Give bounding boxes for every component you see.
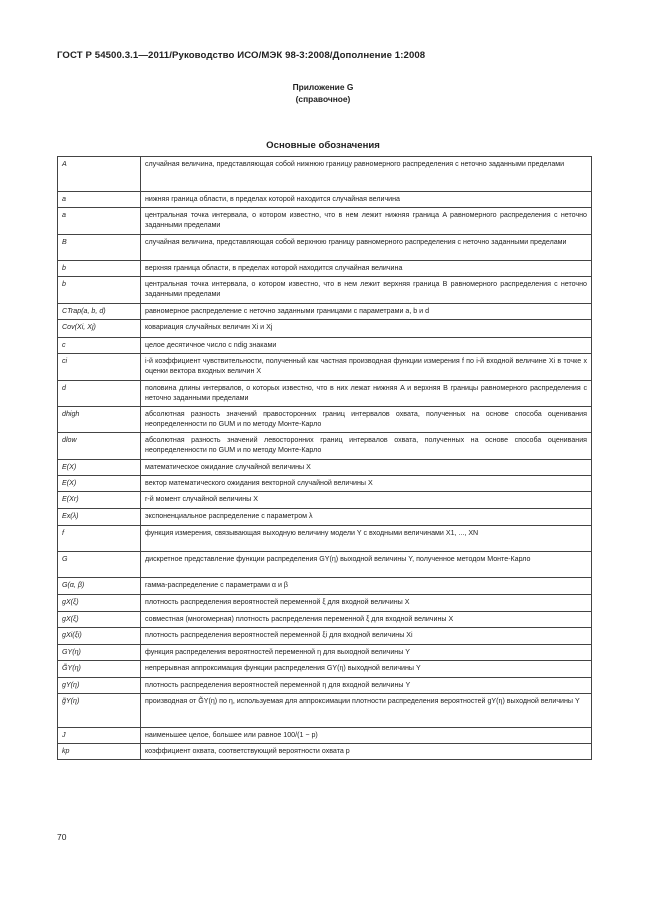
table-row <box>58 744 592 760</box>
table-row <box>58 277 592 304</box>
table-row <box>58 354 592 381</box>
table-row <box>58 192 592 208</box>
symbol-cell: dlow <box>58 433 141 460</box>
table-row <box>58 338 592 354</box>
description-cell: центральная точка интервала, о котором известно, что в нем лежит верхняя граница B равномерного распределения с неточно заданными пределами <box>141 277 592 304</box>
page-number: 70 <box>57 832 67 842</box>
table-row <box>58 526 592 552</box>
symbol-cell: b <box>58 277 141 304</box>
symbol-cell: b <box>58 261 141 277</box>
description-cell: целое десятичное число с ndig знаками <box>141 338 592 354</box>
table-row <box>58 433 592 460</box>
description-cell: абсолютная разность значений правосторонних границ интервалов охвата, полученных на основе способа оценивания неопределенности по GUM и по методу Монте-Карло <box>141 407 592 433</box>
symbol-cell: E(X) <box>58 460 141 476</box>
symbol-cell: dhigh <box>58 407 141 433</box>
description-cell: функция распределения вероятностей переменной η для выходной величины Y <box>141 645 592 661</box>
symbol-cell: gXi(ξi) <box>58 628 141 645</box>
section-title: Основные обозначения <box>266 140 380 151</box>
table-row <box>58 235 592 261</box>
table-row <box>58 552 592 578</box>
notation-table <box>57 156 592 760</box>
description-cell: случайная величина, представляющая собой верхнюю границу равномерного распределения с неточно заданными пределами <box>141 235 592 261</box>
description-cell: равномерное распределение с неточно заданными границами с параметрами a, b и d <box>141 304 592 320</box>
table-row <box>58 157 592 192</box>
description-cell: случайная величина, представляющая собой нижнюю границу равномерного распределения с неточно заданными пределами <box>141 157 592 192</box>
appendix-heading <box>0 81 646 105</box>
table-row <box>58 492 592 509</box>
symbol-cell: a <box>58 192 141 208</box>
description-cell: плотность распределения вероятностей переменной ξ для входной величины X <box>141 595 592 612</box>
description-cell: совместная (многомерная) плотность распределения переменной ξ для входной величины X <box>141 612 592 628</box>
symbol-cell: a <box>58 208 141 235</box>
symbol-cell: g̃Y(η) <box>58 694 141 728</box>
table-row <box>58 728 592 744</box>
table-row <box>58 678 592 694</box>
table-row <box>58 628 592 645</box>
description-cell: функция измерения, связывающая выходную величину модели Y с входными величинами X1, ..., XN <box>141 526 592 552</box>
symbol-cell: gY(η) <box>58 678 141 694</box>
table-row <box>58 476 592 492</box>
description-cell: r-й момент случайной величины X <box>141 492 592 509</box>
symbol-cell: Ex(λ) <box>58 509 141 526</box>
symbol-cell: G <box>58 552 141 578</box>
symbol-cell: GY(η) <box>58 645 141 661</box>
table-row <box>58 304 592 320</box>
symbol-cell: Cov(Xi, Xj) <box>58 320 141 338</box>
symbol-cell: kp <box>58 744 141 760</box>
description-cell: непрерывная аппроксимация функции распределения GY(η) выходной величины Y <box>141 661 592 678</box>
symbol-cell: gX(ξ) <box>58 595 141 612</box>
description-cell: плотность распределения вероятностей переменной η для входной величины Y <box>141 678 592 694</box>
symbol-cell: E(X) <box>58 476 141 492</box>
description-cell: производная от G̃Y(η) по η, используемая для аппроксимации плотности распределения вероятностей gY(η) выходной величины Y <box>141 694 592 728</box>
description-cell: коэффициент охвата, соответствующий вероятности охвата p <box>141 744 592 760</box>
symbol-cell: CTrap(a, b, d) <box>58 304 141 320</box>
description-cell: вектор математического ожидания векторной случайной величины X <box>141 476 592 492</box>
description-cell: наименьшее целое, большее или равное 100/(1 − p) <box>141 728 592 744</box>
description-cell: плотность распределения вероятностей переменной ξi для входной величины Xi <box>141 628 592 645</box>
symbol-cell: gX(ξ) <box>58 612 141 628</box>
table-row <box>58 578 592 595</box>
description-cell: нижняя граница области, в пределах которой находится случайная величина <box>141 192 592 208</box>
symbol-cell: G(α, β) <box>58 578 141 595</box>
symbol-cell: ci <box>58 354 141 381</box>
symbol-cell: J <box>58 728 141 744</box>
description-cell: половина длины интервалов, о которых известно, что в них лежат нижняя A и верхняя B границы равномерного распределения с неточно заданными пределами <box>141 381 592 407</box>
description-cell: i-й коэффициент чувствительности, полученный как частная производная функции измерения f по i-й входной величине Xi в точке x оценки вектора входных величин X <box>141 354 592 381</box>
table-row <box>58 645 592 661</box>
description-cell: абсолютная разность значений левосторонних границ интервалов охвата, полученных на основе способа оценивания неопределенности по GUM и по методу Монте-Карло <box>141 433 592 460</box>
symbol-cell: G̃Y(η) <box>58 661 141 678</box>
table-row <box>58 407 592 433</box>
table-row <box>58 208 592 235</box>
table-row <box>58 612 592 628</box>
symbol-cell: A <box>58 157 141 192</box>
table-row <box>58 320 592 338</box>
symbol-cell: f <box>58 526 141 552</box>
description-cell: дискретное представление функции распределения GY(η) выходной величины Y, полученное методом Монте-Карло <box>141 552 592 578</box>
table-row <box>58 509 592 526</box>
description-cell: математическое ожидание случайной величины X <box>141 460 592 476</box>
symbol-cell: E(Xr) <box>58 492 141 509</box>
table-row <box>58 694 592 728</box>
notation-table-body <box>58 157 592 760</box>
symbol-cell: d <box>58 381 141 407</box>
description-cell: ковариация случайных величин Xi и Xj <box>141 320 592 338</box>
appendix-subtitle: (справочное) <box>295 94 351 104</box>
description-cell: экспоненциальное распределение с параметром λ <box>141 509 592 526</box>
description-cell: верхняя граница области, в пределах которой находится случайная величина <box>141 261 592 277</box>
table-row <box>58 460 592 476</box>
description-cell: гамма-распределение с параметрами α и β <box>141 578 592 595</box>
table-row <box>58 661 592 678</box>
document-header: ГОСТ Р 54500.3.1—2011/Руководство ИСО/МЭК 98-3:2008/Дополнение 1:2008 <box>57 50 426 61</box>
table-row <box>58 381 592 407</box>
table-row <box>58 595 592 612</box>
table-row <box>58 261 592 277</box>
appendix-title: Приложение G <box>292 82 354 92</box>
description-cell: центральная точка интервала, о котором известно, что в нем лежит нижняя граница A равномерного распределения с неточно заданными пределами <box>141 208 592 235</box>
symbol-cell: B <box>58 235 141 261</box>
symbol-cell: c <box>58 338 141 354</box>
